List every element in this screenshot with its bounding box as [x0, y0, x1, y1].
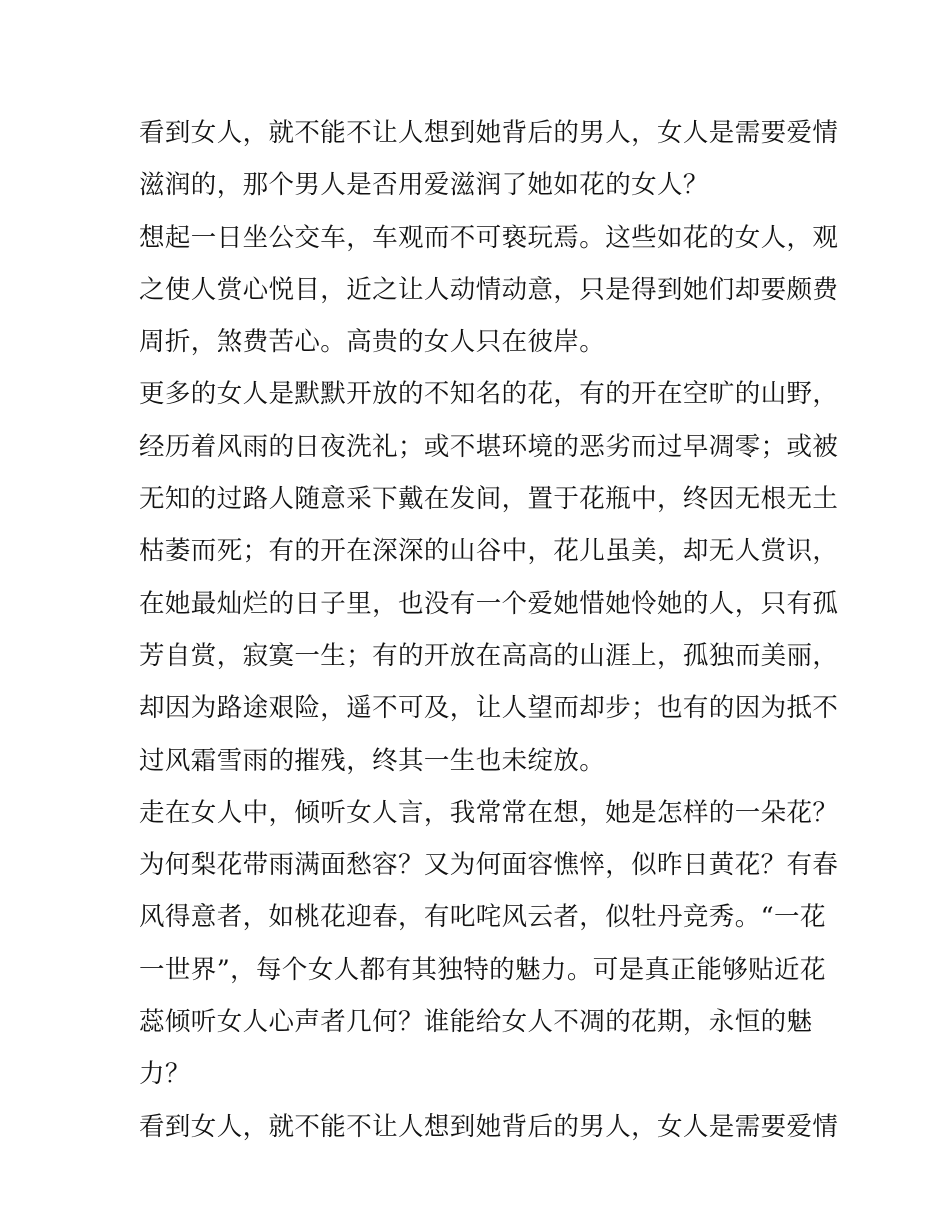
text-line: 走在女人中，倾听女人言，我常常在想，她是怎样的一朵花？: [139, 797, 839, 828]
text-line: 却因为路途艰险，遥不可及，让人望而却步；也有的因为抵不: [139, 693, 839, 724]
text-line: 芳自赏，寂寞一生；有的开放在高高的山涯上，孤独而美丽，: [139, 640, 839, 671]
text-line: 周折，煞费苦心。高贵的女人只在彼岸。: [139, 327, 606, 358]
text-line: 经历着风雨的日夜洗礼；或不堪环境的恶劣而过早凋零；或被: [139, 431, 839, 462]
text-line: 看到女人，就不能不让人想到她背后的男人，女人是需要爱情: [139, 1111, 839, 1142]
text-line: 力？: [139, 1059, 191, 1090]
text-line: 想起一日坐公交车，车观而不可亵玩焉。这些如花的女人，观: [139, 222, 839, 253]
text-line: 风得意者，如桃花迎春，有叱咤风云者，似牡丹竞秀。“一花: [139, 902, 826, 933]
text-line: 在她最灿烂的日子里，也没有一个爱她惜她怜她的人，只有孤: [139, 588, 839, 619]
text-line: 之使人赏心悦目，近之让人动情动意，只是得到她们却要颇费: [139, 274, 839, 305]
text-line: 更多的女人是默默开放的不知名的花，有的开在空旷的山野，: [139, 379, 839, 410]
body-text: [139, 107, 839, 1153]
text-line: 滋润的，那个男人是否用爱滋润了她如花的女人？: [139, 170, 709, 201]
text-line: 蕊倾听女人心声者几何？谁能给女人不凋的花期，永恒的魅: [139, 1007, 813, 1038]
text-line: 无知的过路人随意采下戴在发间，置于花瓶中，终因无根无土: [139, 484, 839, 515]
text-line: 枯萎而死；有的开在深深的山谷中，花儿虽美，却无人赏识，: [139, 536, 839, 567]
text-line: 过风霜雪雨的摧残，终其一生也未绽放。: [139, 745, 606, 776]
text-line: 看到女人，就不能不让人想到她背后的男人，女人是需要爱情: [139, 118, 839, 148]
text-line: 为何梨花带雨满面愁容？又为何面容憔悴，似昨日黄花？有春: [139, 850, 839, 881]
text-line: 一世界”，每个女人都有其独特的魅力。可是真正能够贴近花: [139, 954, 826, 985]
